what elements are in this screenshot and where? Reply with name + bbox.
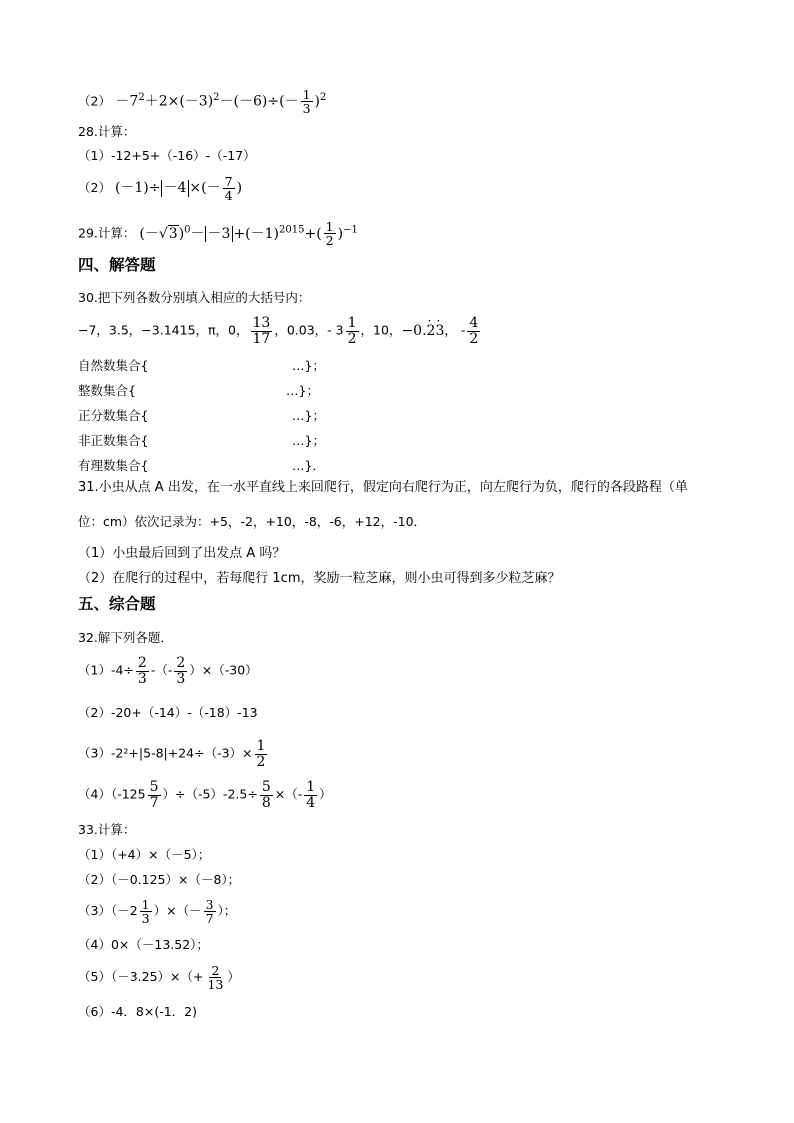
q33-part6: （6）-4．8×(-1．2) [78,1004,198,1019]
set-nonpositive-label: 非正数集合{ [78,433,149,448]
q28-part1: （1）-12+5+（-16）-（-17） [78,148,256,163]
q32-part4: （4）（-125 $\frac{5}{7}$ ）÷（-5）-2.5÷ $\frac{5}{8}$ ×（- $\frac{1}{4}$ ） [78,779,332,811]
fraction: $\frac{2}{3}$ [176,655,186,687]
fraction: $\frac{1}{4}$ [306,779,316,811]
q31-part2: （2）在爬行的过程中，若每爬行 1cm，奖励一粒芝麻，则小虫可得到多少粒芝麻？ [78,571,561,586]
q33-part3: （3）（－2 $\frac{1}{3}$ ）×（－ $\frac{3}{7}$ ）； [78,897,237,927]
section-heading-5: 五、综合题 [78,595,156,613]
fraction: $\frac{5}{7}$ [149,779,159,811]
fraction: $\frac{1}{3}$ [302,87,311,117]
q33-part2: （2）（－0.125）×（－8）； [78,872,241,887]
fraction: $\frac{13}{17}$ [252,315,271,347]
fraction: $\frac{1}{3}$ [141,897,150,927]
q30-numbers: −7，3.5，−3.1415，π，0， $\frac{13}{17}$ ，0.03，- 3 $\frac{1}{2}$ ，10，−0.· 2· 3， - $\frac{4}{2}$ [78,316,482,346]
fraction: $\frac{1}{2}$ [347,315,357,347]
set-integer-close: …}； [286,383,319,398]
fraction: $\frac{7}{4}$ [224,174,233,204]
q33-part5: （5）（－3.25）×（+ $\frac{2}{13}$ ） [78,963,240,993]
set-rational-close: …}． [292,458,325,473]
q31-line2: 位：cm）依次记录为：+5，-2，+10，-8，-6，+12，-10． [78,514,427,529]
repeating-decimal: −0.· 2· 3 [401,323,444,339]
fraction: $\frac{3}{7}$ [205,897,214,927]
set-positive-fraction-label: 正分数集合{ [78,408,149,423]
fraction: $\frac{2}{13}$ [207,963,224,993]
absolute-value: －4 [161,180,190,197]
fraction: $\frac{2}{3}$ [137,655,147,687]
q28-part2: （2） (－1)÷ －4 ×(－ $\frac{7}{4}$ ) [78,174,243,204]
q33-part1: （1）（+4）×（－5）； [78,847,211,862]
set-positive-fraction-close: …}； [292,408,325,423]
absolute-value: －3 [205,226,234,243]
q29: 29.计算： $(-√3)^0- -3 +(-1)^{2015}+$( $\frac{1}{2}$ )$^{-1}$ [78,219,358,249]
q30-title: 30.把下列各数分别填入相应的大括号内： [78,290,311,305]
section-heading-4: 四、解答题 [78,256,156,274]
q31-part1: （1）小虫最后回到了出发点 A 吗？ [78,546,286,561]
q32-title: 32.解下列各题． [78,630,173,645]
q28-title: 28.计算： [78,124,136,139]
q32-part1: （1）-4÷ $\frac{2}{3}$ -（- $\frac{2}{3}$ ）×（-30） [78,655,258,687]
q33-title: 33.计算： [78,822,136,837]
q32-part3: （3）-2²+|5-8|+24÷（-3）× $\frac{1}{2}$ [78,738,266,770]
fraction: $\frac{4}{2}$ [469,315,479,347]
set-nonpositive-close: …}； [292,433,325,448]
q27-part2: $(2) -7^2+2\times(-3)^2-(-6)\div(-$ $\frac{1}{3}$ )$^2$ [78,87,327,117]
set-natural-label: 自然数集合{ [78,358,149,373]
fraction: $\frac{5}{8}$ [261,779,271,811]
set-rational-label: 有理数集合{ [78,458,149,473]
q29-expression: $(-√3)^0- -3 +(-1)^{2015}+$( $\frac{1}{2}$ )$^{-1}$ [139,219,358,249]
q33-part4: （4）0×（－13.52）； [78,937,209,952]
q32-part2: （2）-20+（-14）-（-18）-13 [78,705,258,720]
q31-line1: 31.小虫从点 A 出发，在一水平直线上来回爬行，假定向右爬行为正，向左爬行为负，爬行的各段路程（单 [78,480,688,495]
sqrt-symbol: √3 [158,225,178,242]
set-integer-label: 整数集合{ [78,383,136,398]
set-natural-close: …}； [292,358,325,373]
part-label: （2） [78,93,111,109]
fraction: $\frac{1}{2}$ [256,738,266,770]
fraction: $\frac{1}{2}$ [325,219,334,249]
